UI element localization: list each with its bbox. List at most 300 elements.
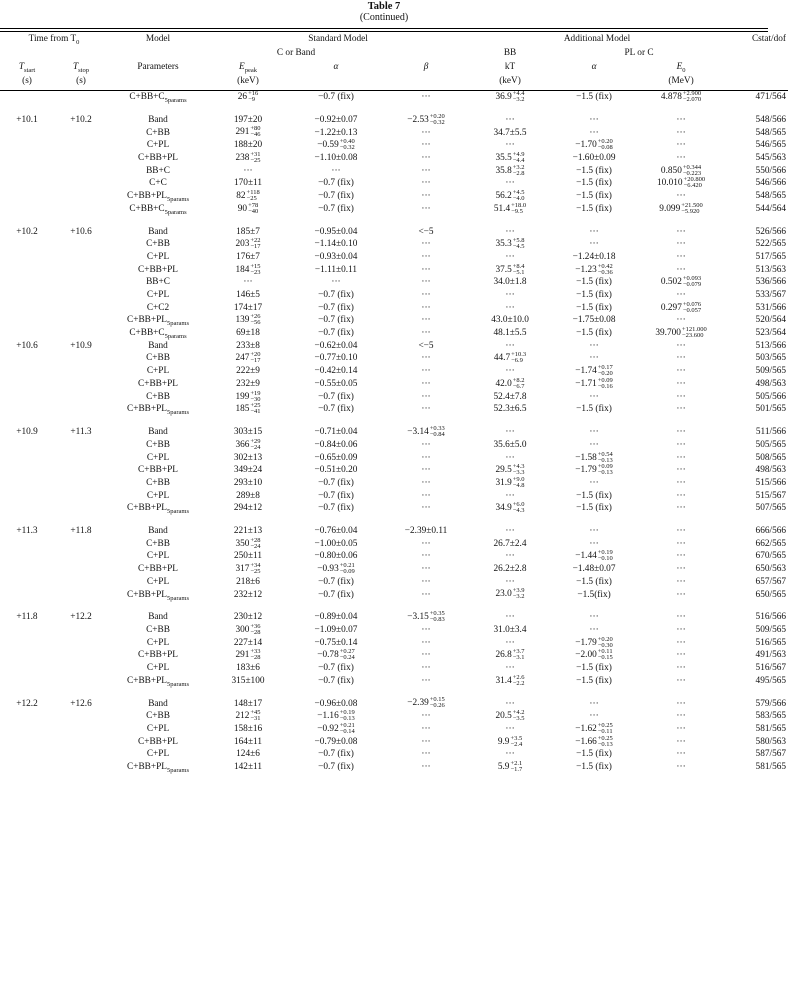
cell-model: C+BB+PL: [138, 378, 178, 389]
cell-cstat: 516/565: [755, 637, 787, 648]
cell-tstop: [54, 624, 108, 637]
cell-beta: ···: [421, 749, 431, 760]
cell-kt: 5.9 +2.1 −1.7: [497, 759, 523, 773]
cell-tstop: [54, 365, 108, 378]
cell-cstat: 516/567: [755, 663, 787, 674]
cell-cstat: 662/565: [755, 538, 787, 549]
cell-kt: 31.0±3.4: [493, 624, 527, 635]
cell-e0: ···: [676, 736, 686, 747]
cell-tstart: [0, 139, 54, 152]
cell-tstop: [54, 391, 108, 404]
cell-tstart: [0, 203, 54, 216]
cell-tstop: [54, 203, 108, 216]
cell-model: C+PL: [146, 637, 170, 648]
cell-model: C+BB+PL: [138, 564, 178, 575]
table-row: [0, 114, 788, 127]
cell-epeak: 221±13: [233, 526, 263, 537]
table-row: [0, 126, 788, 139]
cell-tstart: [0, 490, 54, 503]
cell-tstop: [54, 302, 108, 315]
table-row: [0, 152, 788, 165]
cell-beta: ···: [421, 191, 431, 202]
cell-tstart: +10.2: [16, 226, 38, 237]
header-additional-model: Additional Model: [563, 33, 631, 44]
cell-e0: ···: [676, 290, 686, 300]
cell-alpha: −0.59 +0.40 −0.32: [317, 138, 355, 152]
cell-kt: ···: [505, 576, 515, 587]
cell-cstat: 491/563: [755, 650, 787, 661]
cell-model: $C+BB+PL_{5params}$: [127, 589, 189, 602]
cell-tstop: [54, 662, 108, 675]
table-row: [0, 226, 788, 239]
cell-tstop: [54, 477, 108, 490]
cell-e0: 10.010 +20.800 −6.420: [656, 176, 706, 190]
cell-alpha: −0.51±0.20: [314, 465, 358, 476]
cell-alpha2: ···: [589, 624, 599, 635]
cell-epeak: 294±12: [233, 503, 263, 514]
row-gap: [0, 687, 788, 697]
cell-alpha2: −1.5 (fix): [576, 762, 612, 773]
cell-cstat: 507/565: [755, 503, 787, 514]
cell-cstat: 548/565: [755, 127, 787, 138]
cell-model: C+PL: [146, 749, 170, 760]
cell-alpha: −0.71±0.04: [314, 427, 358, 438]
cell-model: C+PL: [146, 723, 170, 734]
table-row: [0, 165, 788, 178]
table-header: [0, 32, 788, 91]
cell-model: C+C: [149, 178, 167, 189]
cell-beta: ···: [421, 723, 431, 734]
cell-beta: ···: [421, 538, 431, 549]
cell-beta: ···: [421, 503, 431, 514]
cell-model: C+PL: [146, 490, 170, 501]
cell-tstop: [54, 452, 108, 465]
cell-kt: ···: [505, 251, 515, 262]
cell-alpha: ···: [331, 277, 341, 288]
cell-tstart: [0, 675, 54, 688]
cell-kt: ···: [505, 637, 515, 648]
table-row: [0, 439, 788, 452]
cell-e0: ···: [676, 439, 686, 450]
header-model: Model: [145, 33, 171, 44]
header-alpha2: α: [591, 61, 597, 72]
cell-kt: ···: [505, 178, 515, 189]
cell-e0: 0.850 +0.344 −0.223: [660, 163, 702, 177]
table-row: [0, 251, 788, 264]
cell-model: Band: [148, 427, 168, 438]
cell-tstart: [0, 327, 54, 340]
cell-alpha2: ···: [589, 478, 599, 489]
cell-alpha: −0.93±0.04: [314, 251, 358, 262]
cell-tstop: [54, 238, 108, 251]
cell-tstart: [0, 538, 54, 551]
cell-alpha: −0.7 (fix): [318, 762, 354, 773]
row-gap: [0, 416, 788, 426]
cell-e0: ···: [676, 153, 686, 163]
cell-alpha: −0.7 (fix): [318, 391, 354, 402]
cell-cstat: 580/563: [755, 736, 787, 747]
cell-kt: ···: [505, 114, 515, 125]
cell-model: C+PL: [146, 290, 170, 300]
cell-beta: ···: [421, 315, 431, 326]
cell-epeak: 26 +16 −9: [237, 90, 259, 103]
cell-tstop: [54, 327, 108, 340]
cell-e0: ···: [676, 391, 686, 402]
cell-beta: ···: [421, 711, 431, 722]
cell-alpha: −0.93 +0.21 −0.09: [317, 562, 355, 576]
table-row: [0, 550, 788, 563]
cell-cstat: 515/567: [755, 490, 787, 501]
cell-cstat: 509/565: [755, 624, 787, 635]
cell-cstat: 548/566: [755, 114, 787, 125]
cell-kt: 35.3 +5.8 −4.5: [495, 237, 525, 251]
cell-model: C+BB: [146, 439, 170, 450]
cell-epeak: 232±9: [236, 378, 260, 389]
cell-alpha2: −1.5 (fix): [576, 576, 612, 587]
cell-model: C+BB: [146, 624, 170, 635]
cell-kt: 44.7 +10.3 −6.9: [493, 351, 527, 365]
cell-beta: ···: [421, 178, 431, 189]
cell-e0: ···: [676, 612, 686, 623]
table-row: [0, 637, 788, 650]
cell-e0: ···: [676, 239, 686, 250]
cell-tstop: [54, 378, 108, 391]
cell-tstart: [0, 576, 54, 589]
table-row: [0, 314, 788, 327]
cell-model: C+BB: [146, 127, 170, 138]
cell-alpha: −0.84±0.06: [314, 439, 358, 450]
cell-tstop: [54, 314, 108, 327]
cell-alpha: −0.42±0.14: [314, 366, 358, 377]
cell-cstat: 581/565: [755, 762, 787, 773]
cell-e0: ···: [676, 663, 686, 674]
cell-epeak: 82 +118 −25: [236, 189, 260, 203]
cell-model: C+BB: [146, 538, 170, 549]
cell-alpha2: ···: [589, 226, 599, 237]
cell-alpha2: −1.79 +0.09 −0.13: [575, 463, 613, 477]
cell-e0: ···: [676, 378, 686, 389]
cell-kt: 26.7±2.4: [493, 538, 527, 549]
cell-beta: ···: [421, 92, 431, 103]
cell-beta: −2.39±0.11: [404, 526, 448, 537]
cell-e0: ···: [676, 366, 686, 377]
cell-alpha: −0.7 (fix): [318, 749, 354, 760]
cell-e0: ···: [676, 490, 686, 501]
cell-epeak: 185 +25 −41: [235, 402, 261, 416]
cell-model: C+PL: [146, 251, 170, 262]
cell-cstat: 581/565: [755, 723, 787, 734]
cell-cstat: 583/565: [755, 711, 787, 722]
cell-epeak: 146±5: [236, 290, 260, 300]
cell-alpha: −0.78 +0.27 −0.24: [317, 648, 355, 662]
cell-tstart: [0, 251, 54, 264]
table-title: Table 7: [367, 1, 401, 12]
cell-epeak: 69±18: [236, 328, 260, 339]
cell-e0: ···: [676, 564, 686, 575]
cell-beta: ···: [421, 452, 431, 463]
table-row: [0, 710, 788, 723]
cell-tstart: +10.9: [16, 427, 38, 438]
cell-kt: 29.5 +4.3 −3.3: [495, 463, 525, 477]
cell-epeak: 184 +15 −23: [235, 262, 261, 276]
cell-tstart: [0, 264, 54, 277]
cell-cstat: 536/566: [755, 277, 787, 288]
row-gap: [0, 104, 788, 114]
cell-alpha: −0.96±0.08: [314, 698, 358, 709]
cell-cstat: 516/566: [755, 612, 787, 623]
cell-alpha2: −1.70 +0.20 −0.08: [575, 138, 613, 152]
cell-alpha2: ···: [589, 239, 599, 250]
cell-alpha: −1.22±0.13: [314, 127, 358, 138]
cell-tstart: [0, 152, 54, 165]
cell-beta: ···: [421, 650, 431, 661]
header-unit-kt: (keV): [499, 75, 521, 86]
cell-alpha2: −1.66 +0.25 −0.13: [575, 734, 613, 748]
table-row: [0, 139, 788, 152]
header-standard-model: Standard Model: [308, 33, 368, 44]
cell-cstat: 548/565: [755, 191, 787, 202]
header-unit-tstop: (s): [76, 75, 86, 86]
cell-e0: ···: [676, 723, 686, 734]
table-row: [0, 203, 788, 216]
cell-model: C+BB+PL: [138, 736, 178, 747]
cell-model: C+BB: [146, 239, 170, 250]
cell-model: C+BB: [146, 353, 170, 364]
cell-epeak: 233±8: [236, 340, 260, 351]
cell-kt: 34.9 +6.0 −4.3: [495, 501, 525, 515]
cell-cstat: 509/565: [755, 366, 787, 377]
cell-alpha: −0.55±0.05: [314, 378, 358, 389]
cell-epeak: 148±17: [233, 698, 263, 709]
cell-cstat: 522/565: [755, 239, 787, 250]
cell-beta: ···: [421, 140, 431, 151]
cell-tstart: [0, 289, 54, 302]
table-row: [0, 662, 788, 675]
cell-model: C+PL: [146, 366, 170, 377]
cell-model: $C+BB+PL_{5params}$: [127, 503, 189, 516]
cell-cstat: 531/566: [755, 302, 787, 313]
cell-cstat: 508/565: [755, 452, 787, 463]
cell-epeak: 188±20: [233, 140, 263, 151]
cell-model: $C+BB+C_{5params}$: [129, 92, 187, 104]
cell-e0: ···: [676, 650, 686, 661]
header-unit-tstart: (s): [22, 75, 32, 86]
cell-tstart: +12.2: [16, 698, 38, 709]
cell-alpha: −0.77±0.10: [314, 353, 358, 364]
cell-tstart: [0, 624, 54, 637]
cell-epeak: 185±7: [236, 226, 260, 237]
cell-alpha2: −1.23 +0.42 −0.36: [575, 262, 613, 276]
cell-e0: ···: [676, 127, 686, 138]
cell-tstop: [54, 736, 108, 749]
cell-e0: ···: [676, 191, 686, 202]
cell-cstat: 505/566: [755, 391, 787, 402]
cell-epeak: 158±16: [233, 723, 263, 734]
cell-alpha: −0.65±0.09: [314, 452, 358, 463]
cell-tstart: [0, 588, 54, 601]
cell-beta: ···: [421, 302, 431, 313]
cell-model: C+PL: [146, 551, 170, 562]
cell-alpha: −0.79±0.08: [314, 736, 358, 747]
cell-alpha: −0.7 (fix): [318, 404, 354, 415]
cell-epeak: 164±11: [234, 736, 262, 747]
cell-alpha2: −1.71 +0.09 −0.16: [575, 376, 613, 390]
cell-tstart: [0, 761, 54, 774]
cell-epeak: 176±7: [236, 251, 260, 262]
cell-e0: ···: [676, 340, 686, 351]
cell-alpha: −0.7 (fix): [318, 576, 354, 587]
cell-alpha2: ···: [589, 114, 599, 125]
cell-tstop: [54, 538, 108, 551]
cell-alpha2: ···: [589, 698, 599, 709]
cell-model: C+PL: [146, 140, 170, 151]
cell-tstop: [54, 289, 108, 302]
cell-beta: ···: [421, 404, 431, 415]
cell-model: Band: [148, 340, 168, 351]
cell-alpha: −0.7 (fix): [318, 675, 354, 686]
cell-e0: ···: [676, 711, 686, 722]
cell-alpha: −0.80±0.06: [314, 551, 358, 562]
cell-epeak: 315±100: [231, 675, 265, 686]
cell-beta: ···: [421, 127, 431, 138]
cell-model: C+BB: [146, 391, 170, 402]
header-pl-or-c: PL or C: [624, 47, 654, 58]
cell-alpha2: −1.5(fix): [577, 589, 611, 600]
cell-tstop: [54, 190, 108, 203]
cell-alpha2: −1.5 (fix): [576, 663, 612, 674]
cell-tstart: [0, 352, 54, 365]
cell-model: C+PL: [146, 663, 170, 674]
cell-beta: <−5: [418, 226, 434, 237]
cell-beta: −2.53 +0.20 −0.32: [407, 112, 445, 126]
header-c-or-band: C or Band: [276, 47, 316, 58]
table-row: [0, 264, 788, 277]
cell-epeak: 170±11: [234, 178, 262, 189]
cell-alpha: −0.89±0.04: [314, 612, 358, 623]
cell-e0: ···: [676, 315, 686, 326]
cell-cstat: 523/564: [755, 328, 787, 339]
cell-beta: ···: [421, 675, 431, 686]
cell-tstart: [0, 378, 54, 391]
cell-tstart: [0, 550, 54, 563]
cell-model: $C+BB+PL_{5params}$: [127, 762, 189, 774]
cell-e0: ···: [676, 762, 686, 773]
table-row: [0, 365, 788, 378]
cell-beta: ···: [421, 762, 431, 773]
cell-tstart: [0, 563, 54, 576]
table-row: [0, 452, 788, 465]
cell-kt: ···: [505, 526, 515, 537]
cell-tstop: [54, 675, 108, 688]
cell-alpha2: ···: [589, 711, 599, 722]
cell-alpha2: −1.48±0.07: [572, 564, 616, 575]
table-row: [0, 403, 788, 416]
cell-e0: ···: [676, 698, 686, 709]
cell-e0: ···: [676, 465, 686, 476]
cell-alpha: −0.7 (fix): [318, 191, 354, 202]
cell-beta: −3.15 +0.35 −0.83: [407, 610, 445, 624]
cell-kt: ···: [505, 490, 515, 501]
cell-tstop: [54, 563, 108, 576]
cell-beta: ···: [421, 366, 431, 377]
cell-cstat: 501/565: [755, 404, 787, 415]
cell-e0: ···: [676, 576, 686, 587]
cell-tstop: [54, 126, 108, 139]
cell-alpha2: −1.5 (fix): [576, 490, 612, 501]
cell-tstart: [0, 391, 54, 404]
cell-alpha: −0.95±0.04: [314, 226, 358, 237]
cell-cstat: 517/565: [755, 251, 787, 262]
cell-e0: 9.099 +21.500 −5.920: [659, 201, 703, 215]
table-subtitle: (Continued): [359, 12, 409, 23]
cell-epeak: 302±13: [233, 452, 263, 463]
cell-cstat: 533/567: [755, 290, 787, 300]
cell-epeak: 139 +26 −56: [235, 313, 261, 327]
cell-epeak: 227±14: [233, 637, 263, 648]
cell-kt: 34.0±1.8: [493, 277, 527, 288]
cell-tstop: [54, 748, 108, 761]
cell-tstop: [54, 276, 108, 289]
cell-model: $C+BB+C_{5params}$: [129, 328, 187, 340]
cell-alpha: −0.7 (fix): [318, 290, 354, 300]
cell-cstat: 550/566: [755, 165, 787, 176]
cell-cstat: 513/563: [755, 264, 787, 275]
table-row: [0, 748, 788, 761]
cell-beta: ···: [421, 663, 431, 674]
cell-cstat: 511/566: [755, 427, 787, 438]
cell-epeak: 349±24: [233, 465, 263, 476]
cell-kt: ···: [505, 302, 515, 313]
header-unit-e0: (MeV): [668, 75, 694, 86]
table-row: [0, 340, 788, 353]
cell-model: $C+BB+C_{5params}$: [129, 203, 187, 216]
table-row: [0, 289, 788, 302]
cell-epeak: 218±6: [236, 576, 260, 587]
cell-kt: ···: [505, 290, 515, 300]
cell-tstop: +12.6: [70, 698, 92, 709]
cell-alpha2: ···: [589, 612, 599, 623]
table-row: [0, 177, 788, 190]
cell-alpha2: −1.5 (fix): [576, 92, 612, 103]
cell-alpha2: −1.24±0.18: [572, 251, 616, 262]
cell-kt: 20.5 +4.2 −3.5: [495, 709, 525, 723]
table-row: [0, 761, 788, 774]
cell-e0: ···: [676, 551, 686, 562]
cell-tstop: [54, 710, 108, 723]
cell-kt: 31.4 +2.6 −2.2: [495, 673, 525, 687]
cell-epeak: 300 +36 −28: [235, 622, 261, 636]
cell-beta: ···: [421, 637, 431, 648]
cell-model: $C+BB+PL_{5params}$: [127, 191, 189, 204]
cell-tstart: [0, 662, 54, 675]
cell-epeak: 350 +28 −24: [235, 536, 261, 550]
cell-tstop: [54, 177, 108, 190]
cell-alpha: −1.14±0.10: [314, 239, 358, 250]
cell-cstat: 670/565: [755, 551, 787, 562]
cell-cstat: 495/565: [755, 675, 787, 686]
cell-e0: ···: [676, 251, 686, 262]
header-kt: kT: [504, 61, 516, 72]
cell-tstart: [0, 710, 54, 723]
cell-e0: 0.297 +0.076 −0.057: [660, 300, 702, 314]
cell-alpha2: −1.5 (fix): [576, 277, 612, 288]
cell-epeak: 247 +20 −17: [235, 351, 261, 365]
cell-e0: ···: [676, 140, 686, 151]
cell-tstart: [0, 177, 54, 190]
cell-tstop: [54, 490, 108, 503]
cell-alpha: −0.62±0.04: [314, 340, 358, 351]
cell-epeak: 203 +22 −17: [235, 237, 261, 251]
